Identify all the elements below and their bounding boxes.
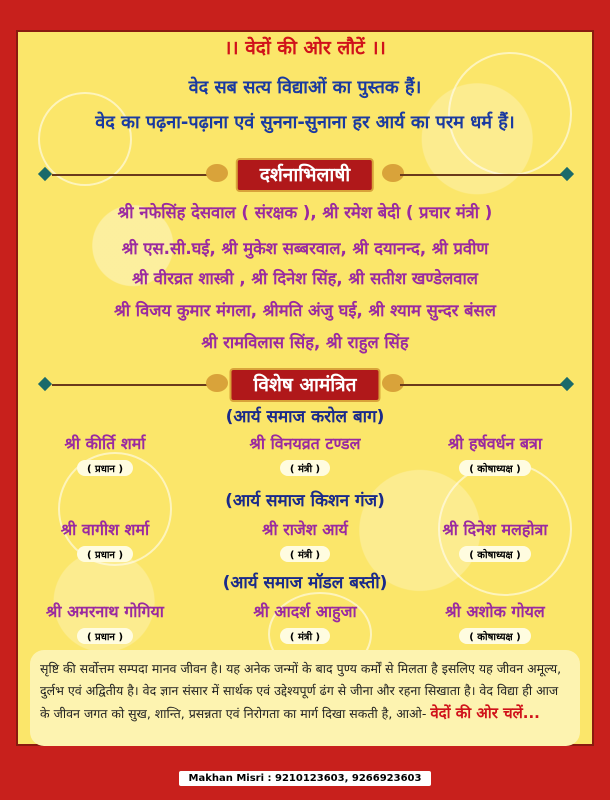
- member-card: [395, 518, 595, 562]
- group-title: (आर्य समाज करोल बाग): [225, 407, 385, 427]
- member-card: [395, 432, 595, 476]
- banner-rule: [52, 174, 212, 176]
- member-role: ( मंत्री ): [280, 546, 330, 562]
- member-name: श्री विनयव्रत टण्डल: [249, 434, 361, 453]
- flourish-ornament-icon: [206, 164, 228, 182]
- banner-rule: [400, 174, 562, 176]
- diamond-ornament-icon: [38, 377, 52, 391]
- member-name: श्री हर्षवर्धन बत्रा: [447, 434, 543, 453]
- flourish-ornament-icon: [206, 374, 228, 392]
- darshan-row: श्री विजय कुमार मंगला, श्रीमति अंजु घई, श्री श्याम सुन्दर बंसल: [114, 301, 496, 320]
- member-role: ( कोषाध्यक्ष ): [459, 628, 530, 644]
- member-card: [395, 600, 595, 644]
- member-role: ( मंत्री ): [280, 460, 330, 476]
- member-role: ( प्रधान ): [77, 628, 133, 644]
- contact-strip: [0, 766, 610, 786]
- darshan-label: दर्शनाभिलाषी: [236, 158, 374, 192]
- intro-line-2: वेद का पढ़ना-पढ़ाना एवं सुनना-सुनाना हर आर्य का परम धर्म हैं।: [95, 112, 515, 133]
- vishesh-banner: [0, 368, 610, 402]
- member-card: [5, 600, 205, 644]
- diamond-ornament-icon: [560, 377, 574, 391]
- group-title: (आर्य समाज मॉडल बस्ती): [222, 573, 388, 593]
- darshan-row: श्री रामविलास सिंह, श्री राहुल सिंह: [201, 333, 409, 352]
- darshan-row: श्री नफेसिंह देसवाल ( संरक्षक ), श्री रमेश बेदी ( प्रचार मंत्री ): [117, 203, 493, 222]
- vishesh-label: विशेष आमंत्रित: [229, 368, 380, 402]
- member-card: [5, 518, 205, 562]
- member-name: श्री राजेश आर्य: [262, 520, 348, 539]
- member-name: श्री अशोक गोयल: [445, 602, 545, 621]
- message-box: [30, 650, 580, 746]
- member-card: [205, 432, 405, 476]
- group-title: (आर्य समाज किशन गंज): [225, 491, 385, 511]
- member-name: श्री कीर्ति शर्मा: [64, 434, 146, 453]
- member-name: श्री दिनेश मलहोत्रा: [442, 520, 548, 539]
- poster-title: ।। वेदों की ओर लौटें ।।: [224, 37, 386, 59]
- member-name: श्री अमरनाथ गोगिया: [46, 602, 164, 621]
- diamond-ornament-icon: [38, 167, 52, 181]
- contact-text: Makhan Misri : 9210123603, 9266923603: [179, 771, 432, 786]
- darshan-banner: [0, 158, 610, 192]
- diamond-ornament-icon: [560, 167, 574, 181]
- member-role: ( कोषाध्यक्ष ): [459, 546, 530, 562]
- message-text: सृष्टि की सर्वोत्तम सम्पदा मानव जीवन है। यह अनेक जन्मों के बाद पुण्य कर्मों से मिलता है इसलिए यह जीवन अमूल्य, दुर्लभ एवं अद्वितीय है। वेद ज्ञान संसार में सार्थक एवं उद्देश्यपूर्ण ढंग से जीना और रहना सिखाता है। वेद विद्या ही आज के जीवन जगत को सुख, शान्ति, प्रसन्नता एवं निरोगता का मार्ग दिखा सकती है, आओ-: [40, 661, 562, 721]
- member-role: ( प्रधान ): [77, 460, 133, 476]
- message-cta: वेदों की ओर चलें...: [430, 704, 540, 722]
- member-role: ( प्रधान ): [77, 546, 133, 562]
- member-card: [205, 518, 405, 562]
- darshan-row: श्री वीरव्रत शास्त्री , श्री दिनेश सिंह, श्री सतीश खण्डेलवाल: [132, 269, 478, 288]
- flourish-ornament-icon: [382, 374, 404, 392]
- intro-line-1: वेद सब सत्य विद्याओं का पुस्तक हैं।: [188, 77, 422, 98]
- banner-rule: [52, 384, 212, 386]
- member-name: श्री आदर्श आहुजा: [253, 602, 357, 621]
- member-role: ( मंत्री ): [280, 628, 330, 644]
- banner-rule: [400, 384, 562, 386]
- flourish-ornament-icon: [382, 164, 404, 182]
- member-card: [5, 432, 205, 476]
- member-role: ( कोषाध्यक्ष ): [459, 460, 530, 476]
- member-name: श्री वागीश शर्मा: [60, 520, 150, 539]
- member-card: [205, 600, 405, 644]
- darshan-row: श्री एस.सी.घई, श्री मुकेश सब्बरवाल, श्री दयानन्द, श्री प्रवीण: [121, 239, 489, 258]
